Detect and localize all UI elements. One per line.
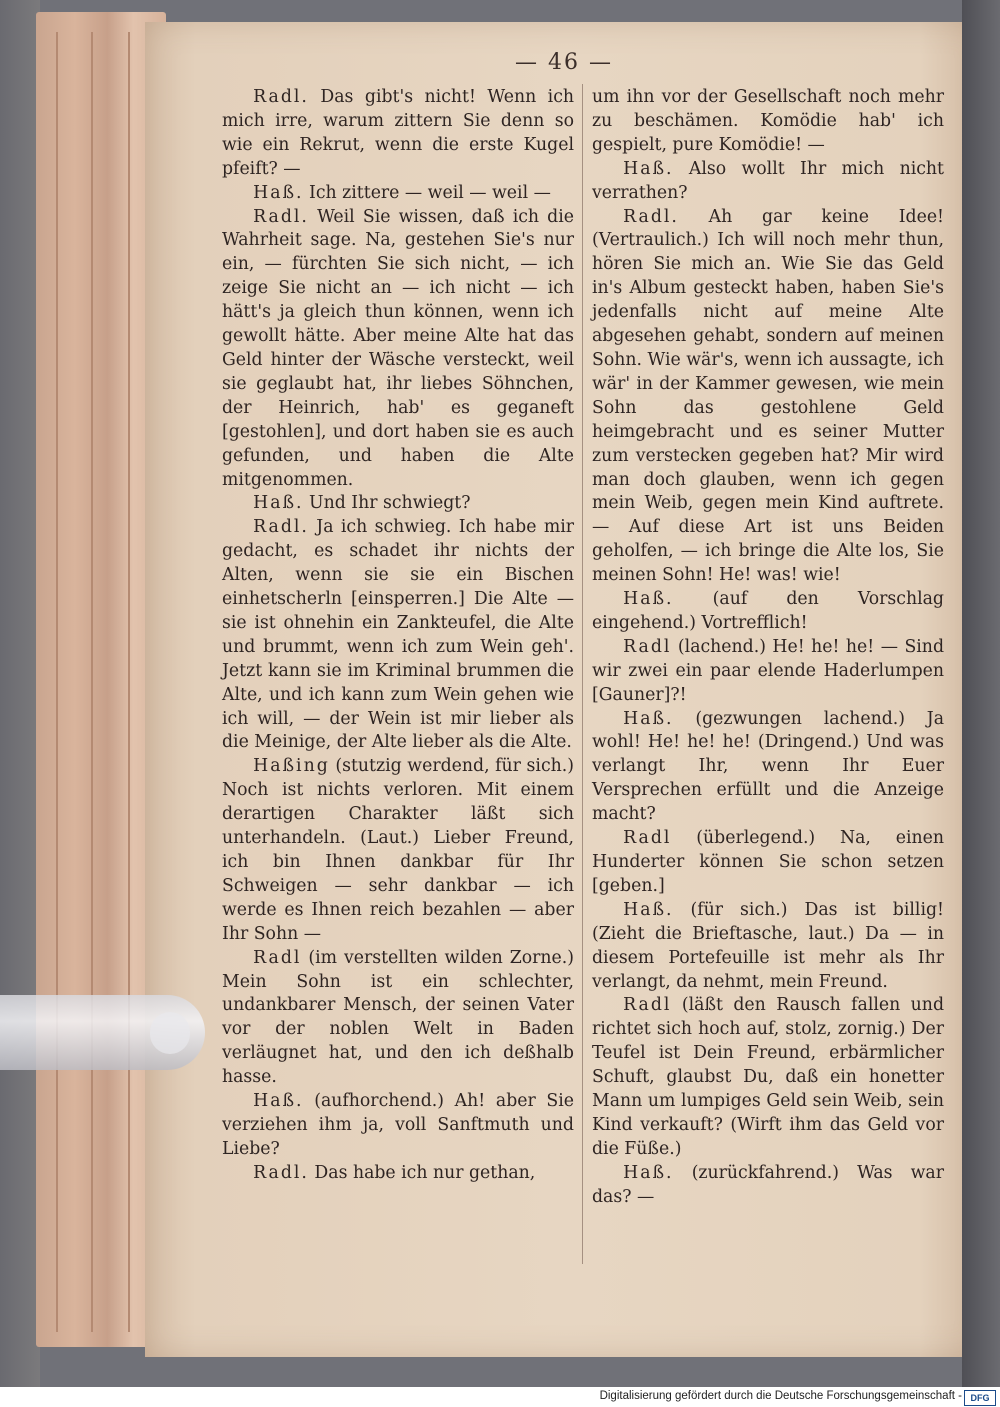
dialogue-text: (für sich.) Das ist billig! (Zieht die Brieftasche, laut.) Da — in diesem Portefeuille ist mehr als Ihr verlangt, da nehmt, mein Freund. <box>592 899 944 992</box>
page-edge-line <box>128 32 130 1332</box>
dialogue-text: (stutzig werdend, für sich.) Noch ist nichts verloren. Mit einem derartigen Charakter läßt sich unterhandeln. (Laut.) Lieber Freund, ich bin Ihnen dankbar für Ihr Schweigen — sehr dankbar — ich werde es Ihnen reich bezahlen — aber Ihr Sohn — <box>222 756 574 944</box>
speaker-name: Haß. <box>253 182 304 203</box>
speaker-name: Haß. <box>253 493 304 514</box>
dialogue-text: (auf den Vorschlag eingehend.) Vortrefflich! <box>592 589 944 633</box>
dialogue-text: (überlegend.) Na, einen Hunderter können Sie schon setzen [geben.] <box>592 828 944 896</box>
speaker-name: Haß. <box>623 708 674 729</box>
speaker-name: Haßing <box>253 756 330 777</box>
dialogue-paragraph <box>592 1162 944 1210</box>
dark-background-left <box>0 0 40 1387</box>
dialogue-paragraph <box>222 182 574 206</box>
footer-bar <box>0 1387 1000 1407</box>
speaker-name: Radl. <box>253 87 309 107</box>
dialogue-text: Ja ich schwieg. Ich habe mir gedacht, es schadet ihr nichts der Alten, wenn sie sie ein Bischen einhetscherln [einsperren.] Die Alte — sie ist ohnehin ein Zankteufel, die Alte und brummt, wenn ich zum Wein geh'. Jetzt kann sie im Kriminal brummen die Alte, und ich kann zum Wein gehen wie ich will, — der Wein ist mir lieber als die Meinige, der Alte lieber als die Alte. <box>222 517 575 753</box>
funding-notice: Digitalisierung gefördert durch die Deutsche Forschungsgemeinschaft - <box>599 1390 962 1402</box>
dialogue-text: Das gibt's nicht! Wenn ich mich irre, warum zittern Sie denn so wie ein Rekrut, wenn die erste Kugel pfeift? — <box>222 87 574 179</box>
dialogue-paragraph <box>592 636 944 708</box>
dialogue-paragraph <box>222 492 574 516</box>
dialogue-text: Das habe ich nur gethan, <box>314 1162 536 1183</box>
speaker-name: Radl <box>623 828 672 849</box>
dialogue-paragraph <box>592 827 944 899</box>
dialogue-paragraph <box>222 755 574 946</box>
dark-background-right <box>962 0 1000 1387</box>
dialogue-text: (lachend.) He! he! he! — Sind wir zwei ein paar elende Haderlumpen [Gauner]?! <box>592 636 945 705</box>
right-text-column <box>592 86 944 1210</box>
speaker-name: Radl. <box>253 1162 309 1183</box>
column-divider <box>582 84 583 1264</box>
dialogue-paragraph <box>222 1162 574 1186</box>
clip-highlight <box>150 1012 190 1054</box>
speaker-name: Radl. <box>253 517 309 538</box>
left-text-column <box>222 86 574 1186</box>
dialogue-text: Ah gar keine Idee! (Vertraulich.) Ich will noch mehr thun, hören Sie mich an. Wie Sie das Geld in's Album gesteckt haben, haben Sie's jedenfalls nicht auf meine Alte abgesehen gehabt, sondern auf meinen Sohn. Wie wär's, wenn ich aussagte, ich wär' in der Kammer gewesen, wie mein Sohn das gestohlene Geld heimgebracht und es seiner Mutter zum verstecken gegeben hat? Mir wird man doch glauben, wenn ich gegen mein Weib, gegen mein Kind auftrete. — Auf diese Art ist uns Beiden geholfen, — ich bringe die Alte los, Sie meinen Sohn! He! was! wie! <box>592 206 944 586</box>
dialogue-text: um ihn vor der Gesellschaft noch mehr zu beschämen. Komödie hab' ich gespielt, pure Komödie! — <box>592 87 944 155</box>
speaker-name: Radl. <box>253 206 309 227</box>
dialogue-text: Ich zittere — weil — weil — <box>309 182 551 203</box>
page-edge-line <box>91 32 93 1332</box>
dialogue-text: (gezwungen lachend.) Ja wohl! He! he! he! (Dringend.) Und was verlangt Ihr, wenn Ihr Euer Versprechen erfüllt und die Anzeige macht? <box>592 708 944 825</box>
page-number: — 46 — <box>515 50 613 75</box>
speaker-name: Haß. <box>623 158 674 179</box>
dialogue-paragraph <box>222 947 574 1090</box>
speaker-name: Radl <box>623 995 672 1016</box>
speaker-name: Haß. <box>623 899 674 920</box>
dialogue-paragraph <box>592 158 944 206</box>
page-edge-line <box>56 32 58 1332</box>
speaker-name: Radl. <box>623 206 679 227</box>
speaker-name: Haß. <box>623 589 674 610</box>
dialogue-paragraph <box>592 206 944 589</box>
dialogue-text: (aufhorchend.) Ah! aber Sie verziehen ihm ja, voll Sanftmuth und Liebe? <box>222 1091 574 1159</box>
dialogue-text: Und Ihr schwiegt? <box>309 493 471 514</box>
speaker-name: Radl <box>623 636 672 657</box>
speaker-name: Haß. <box>253 1091 304 1112</box>
speaker-name: Haß. <box>623 1162 674 1183</box>
dialogue-text: (im verstellten wilden Zorne.) Mein Sohn ist ein schlechter, undankbarer Mensch, der seinen Vater vor der noblen Welt in Baden verläugnet hat, und den ich deßhalb hasse. <box>222 947 574 1088</box>
dialogue-paragraph <box>592 899 944 995</box>
dialogue-paragraph <box>222 86 574 182</box>
dialogue-text: (zurückfahrend.) Was war das? — <box>592 1162 944 1207</box>
speaker-name: Radl <box>253 947 302 968</box>
dialogue-text: Weil Sie wissen, daß ich die Wahrheit sage. Na, gestehen Sie's nur ein, — fürchten Sie sich nicht, — ich zeige Sie nicht an — ich nicht — ich hätt's ja gleich thun können, wenn ich gewollt hätte. Aber meine Alte hat das Geld hinter der Wäsche versteckt, weil sie geglaubt hat, ihr liebes Söhnchen, der Heinrich, hab' es geganeft [gestohlen], und dort haben sie es auch gefunden, und haben die Alte mitgenommen. <box>222 206 574 490</box>
dialogue-paragraph <box>592 86 944 158</box>
dialogue-paragraph <box>222 206 574 493</box>
dialogue-paragraph <box>222 1090 574 1162</box>
dialogue-text: Also wollt Ihr mich nicht verrathen? <box>592 158 944 203</box>
dialogue-paragraph <box>592 994 944 1161</box>
dialogue-paragraph <box>592 588 944 636</box>
dialogue-paragraph <box>222 516 574 755</box>
dfg-logo-icon: DFG <box>964 1390 996 1406</box>
dialogue-paragraph <box>592 708 944 828</box>
dialogue-text: (läßt den Rausch fallen und richtet sich hoch auf, stolz, zornig.) Der Teufel ist Dein Freund, erbärmlicher Schuft, glaubst Du, daß ein honetter Mann um lumpiges Geld sein Weib, sein Kind verkauft? (Wirft ihm das Geld vor die Füße.) <box>592 995 945 1159</box>
